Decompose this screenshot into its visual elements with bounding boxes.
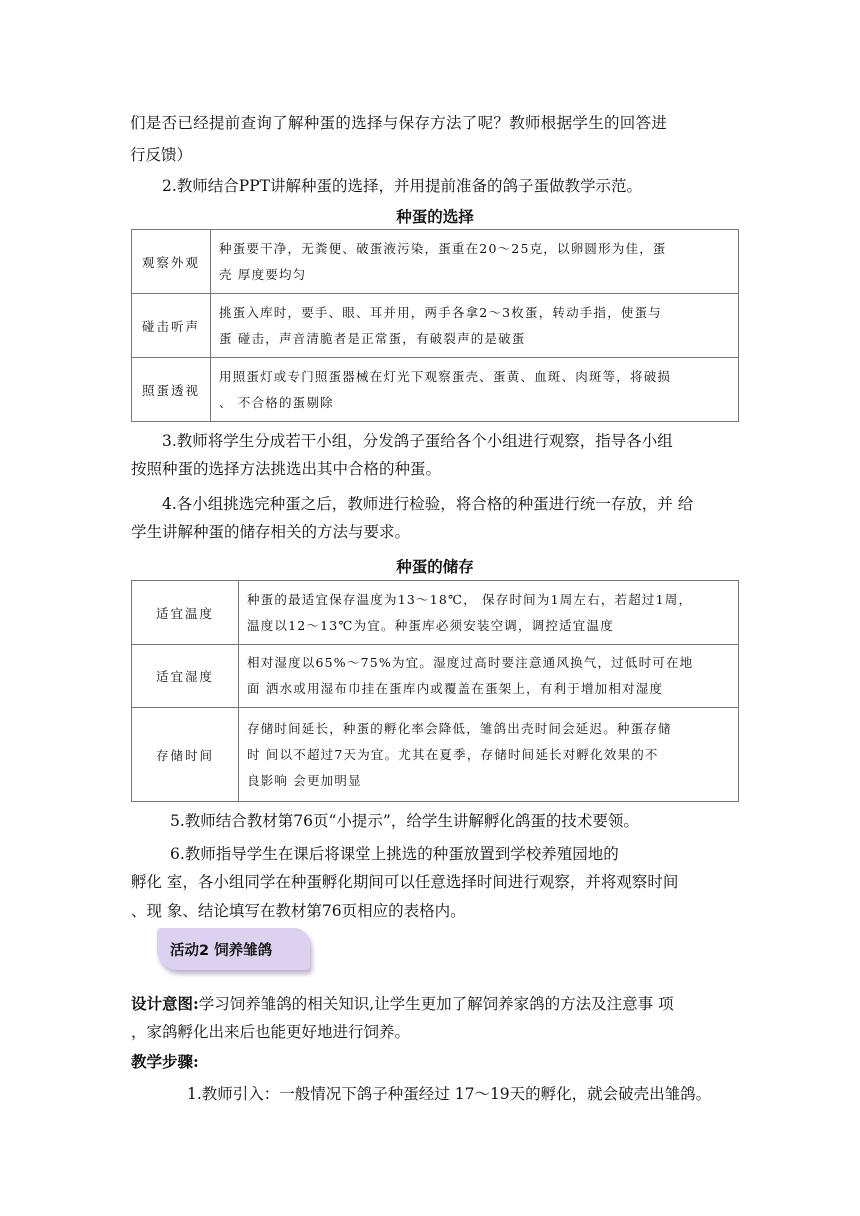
row-description: 挑蛋入库时，要手、眼、耳并用，两手各拿2～3枚蛋，转动手指，使蛋与 蛋 碰击，声音清脆者是正常蛋，有破裂声的是破蛋 <box>211 294 739 358</box>
row-label: 观察外观 <box>132 230 211 294</box>
teaching-steps-label: 教学步骤: <box>131 1052 199 1071</box>
design-intent-line <box>131 989 731 1019</box>
paragraph-line: 行反馈） <box>130 146 193 164</box>
table-caption-egg-selection: 种蛋的选择 <box>396 208 474 226</box>
paragraph-step-2: 2.教师结合PPT讲解种蛋的选择，并用提前准备的鸽子蛋做教学示范。 <box>162 177 642 195</box>
row-label: 适宜温度 <box>132 581 239 645</box>
table-row <box>132 581 739 645</box>
paragraph-step-5: 5.教师结合教材第76页“小提示”，给学生讲解孵化鸽蛋的技术要领。 <box>170 812 639 830</box>
paragraph-line: 、现 象、结论填写在教材第76页相应的表格内。 <box>131 902 466 920</box>
row-description: 存储时间延长，种蛋的孵化率会降低，雏鸽出壳时间会延迟。种蛋存储 时 间以不超过7天为宜。尤其在夏季，存储时间延长对孵化效果的不 良影响 会更加明显 <box>239 708 739 802</box>
row-description: 用照蛋灯或专门照蛋器械在灯光下观察蛋壳、蛋黄、血斑、肉斑等，将破损 、 不合格的蛋剔除 <box>211 358 739 422</box>
table-row <box>132 645 739 708</box>
paragraph-step-6: 6.教师指导学生在课后将课堂上挑选的种蛋放置到学校养殖园地的 <box>170 845 619 863</box>
row-description: 种蛋要干净，无粪便、破蛋液污染，蛋重在20～25克，以卵圆形为佳，蛋 壳 厚度要均匀 <box>211 230 739 294</box>
paragraph-line: 孵化 室，各小组同学在种蛋孵化期间可以任意选择时间进行观察，并将观察时间 <box>131 873 679 891</box>
paragraph-line: 按照种蛋的选择方法挑选出其中合格的种蛋。 <box>131 460 442 478</box>
egg-storage-table <box>131 580 739 802</box>
egg-selection-table <box>131 229 739 422</box>
design-intent-label: 设计意图: <box>131 994 199 1013</box>
table-row <box>132 294 739 358</box>
paragraph-line: 学生讲解种蛋的储存相关的方法与要求。 <box>131 523 411 541</box>
activity-badge <box>157 928 310 970</box>
row-label: 碰击听声 <box>132 294 211 358</box>
row-description: 种蛋的最适宜保存温度为13～18℃， 保存时间为1周左右，若超过1周， 温度以12～13℃为宜。种蛋库必须安装空调，调控适宜温度 <box>239 581 739 645</box>
row-description: 相对湿度以65%～75%为宜。湿度过高时要注意通风换气，过低时可在地 面 洒水或用湿布巾挂在蛋库内或覆盖在蛋架上，有利于增加相对湿度 <box>239 645 739 708</box>
teaching-step-1: 1.教师引入：一般情况下鸽子种蛋经过 17～19天的孵化，就会破壳出雏鸽。 <box>187 1085 712 1103</box>
row-label: 照蛋透视 <box>132 358 211 422</box>
row-label: 适宜湿度 <box>132 645 239 708</box>
table-row <box>132 230 739 294</box>
design-intent-text: 学习饲养雏鸽的相关知识,让学生更加了解饲养家鸽的方法及注意事 项 <box>198 995 674 1013</box>
table-caption-egg-storage: 种蛋的储存 <box>396 558 474 576</box>
table-row <box>132 708 739 802</box>
table-row <box>132 358 739 422</box>
row-label: 存储时间 <box>132 708 239 802</box>
design-intent-line: ，家鸽孵化出来后也能更好地进行饲养。 <box>131 1023 411 1041</box>
paragraph-line: 们是否已经提前查询了解种蛋的选择与保存方法了呢？教师根据学生的回答进 <box>130 114 668 132</box>
activity-label: 活动2 饲养雏鸽 <box>170 943 273 959</box>
paragraph-step-3: 3.教师将学生分成若干小组，分发鸽子蛋给各个小组进行观察，指导各小组 <box>162 432 673 450</box>
paragraph-step-4: 4.各小组挑选完种蛋之后，教师进行检验，将合格的种蛋进行统一存放，并 给 <box>162 495 694 513</box>
